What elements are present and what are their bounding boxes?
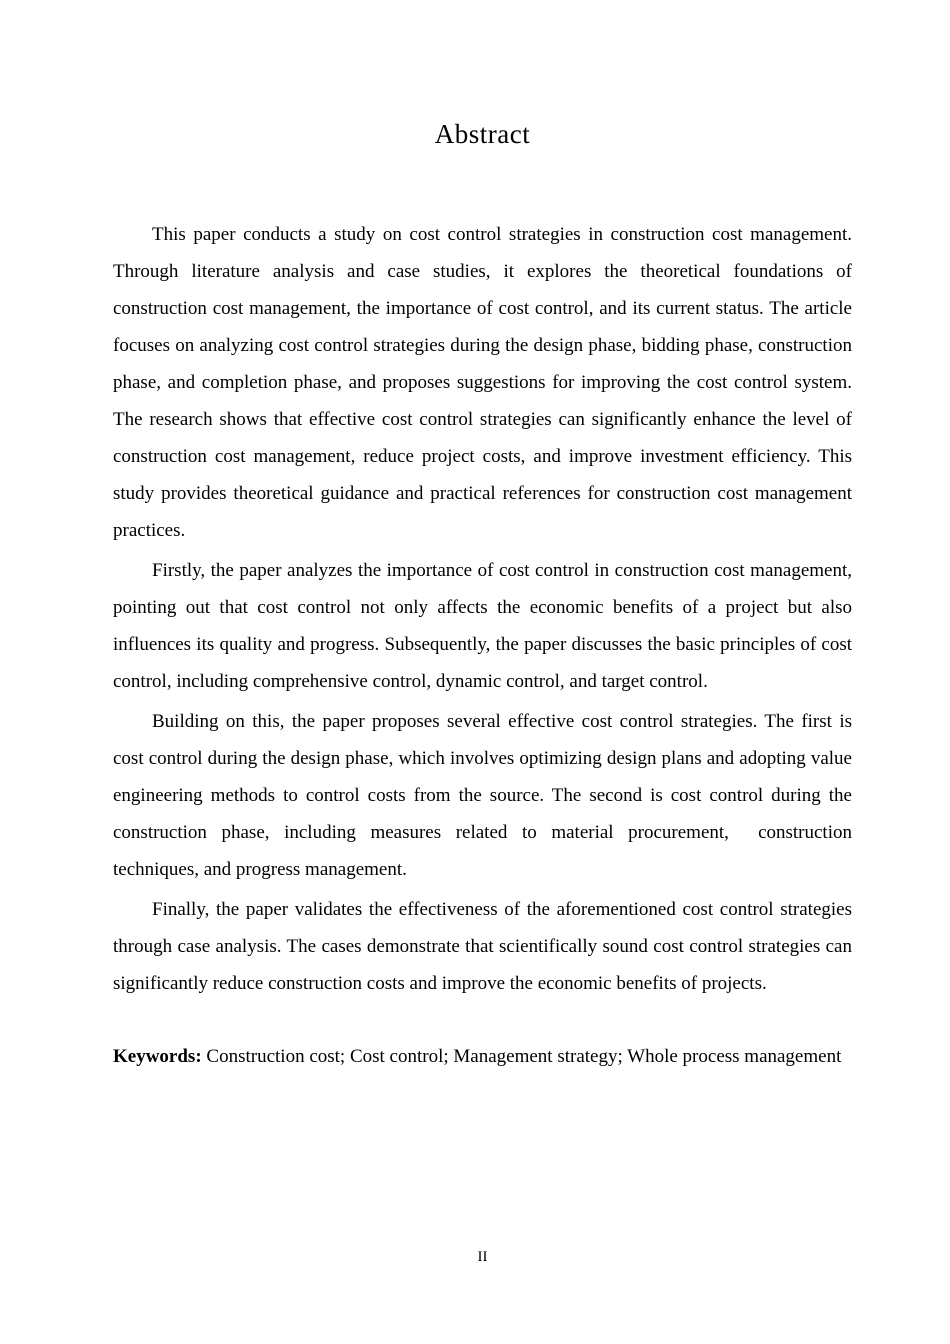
page-number: II bbox=[477, 1249, 488, 1265]
keywords-text: Construction cost; Cost control; Management strategy; Whole process management bbox=[206, 1046, 842, 1067]
abstract-paragraph-3: Building on this, the paper proposes several effective cost control strategies. The first is cost control during the design phase, which involves optimizing design plans and adopting value engineering methods to control costs from the source. The second is cost control during the construction phase, including measures related to material procurement, construction techniques, and progress management. bbox=[113, 711, 852, 880]
page-title: Abstract bbox=[434, 119, 531, 149]
abstract-paragraph-2: Firstly, the paper analyzes the importance of cost control in construction cost management, pointing out that cost control not only affects the economic benefits of a project but also influences its quality and progress. Subsequently, the paper discusses the basic principles of cost control, including comprehensive control, dynamic control, and target control. bbox=[113, 560, 852, 692]
keywords-label: Keywords: bbox=[113, 1046, 202, 1067]
abstract-body bbox=[113, 216, 852, 1075]
abstract-paragraph-1: This paper conducts a study on cost control strategies in construction cost management. Through literature analysis and case studies, it explores the theoretical foundations of construction cost management, the importance of cost control, and its current status. The article focuses on analyzing cost control strategies during the design phase, bidding phase, construction phase, and completion phase, and proposes suggestions for improving the cost control system. The research shows that effective cost control strategies can significantly enhance the level of construction cost management, reduce project costs, and improve investment efficiency. This study provides theoretical guidance and practical references for construction cost management practices. bbox=[113, 224, 852, 541]
keywords-line bbox=[113, 1038, 852, 1075]
abstract-paragraph-4: Finally, the paper validates the effectiveness of the aforementioned cost control strategies through case analysis. The cases demonstrate that scientifically sound cost control strategies can significantly reduce construction costs and improve the economic benefits of projects. bbox=[113, 899, 852, 994]
page-footer bbox=[113, 1248, 852, 1266]
